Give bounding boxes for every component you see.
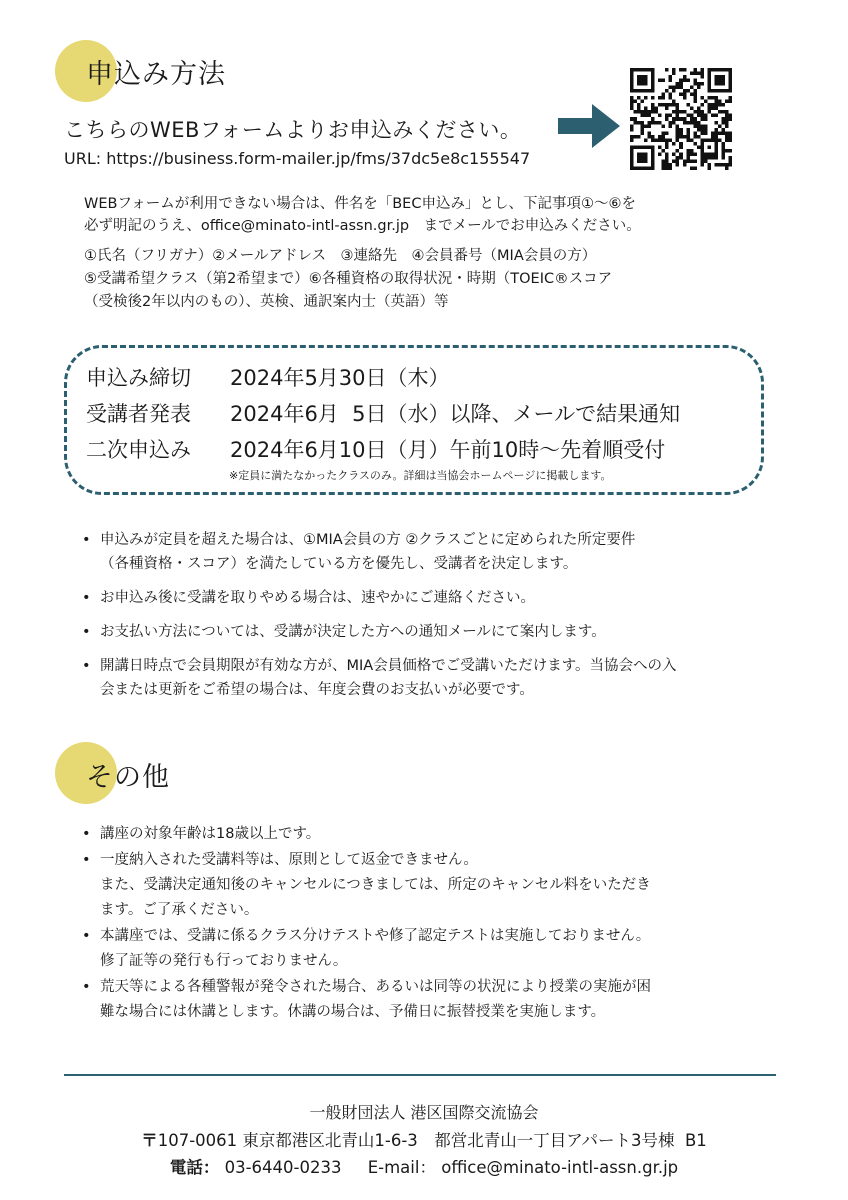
list-item [78, 924, 651, 974]
list-item-line: ます。ご了承ください。 [100, 902, 259, 918]
list-item [78, 528, 677, 576]
schedule-value: 2024年5月30日（木） [230, 366, 450, 390]
schedule-value: 2024年6月10日（月）午前10時～先着順受付 [230, 438, 666, 462]
schedule-row-deadline [86, 362, 450, 392]
list-item-line: 会または更新をご希望の場合は、年度会費のお支払いが必要です。 [100, 682, 534, 698]
list-item-line: • 開講日時点で会員期限が有効な方が、MIA会員価格でご受講いただけます。当協会への入 [100, 658, 677, 674]
schedule-row-announcement [86, 398, 680, 428]
list-item [78, 822, 651, 847]
apply-note-line-1: WEBフォームが利用できない場合は、件名を「BEC申込み」とし、下記事項①～⑥を [84, 196, 636, 212]
footer-divider [64, 1074, 776, 1076]
list-item-line: 難な場合には休講とします。休講の場合は、予備日に振替授業を実施します。 [100, 1004, 606, 1020]
required-items [84, 245, 612, 314]
list-item-line: また、受講決定通知後のキャンセルにつきましては、所定のキャンセル料をいただき [100, 877, 651, 893]
schedule-row-second-round [86, 434, 665, 464]
schedule-value: 2024年6月 5日（水）以降、メールで結果通知 [230, 402, 681, 426]
other-heading: その他 [86, 762, 170, 793]
footer-address-line [0, 1127, 848, 1151]
postal-mark: 〒 [141, 1131, 158, 1150]
schedule-label: 二次申込み [86, 438, 191, 462]
list-item-line: • 荒天等による各種警報が発令された場合、あるいは同等の状況により授業の実施が困 [100, 979, 651, 995]
list-item [78, 654, 677, 702]
list-item [78, 620, 677, 644]
list-item-line: • お支払い方法については、受講が決定した方への通知メールにて案内します。 [100, 624, 606, 640]
application-rules-list [78, 528, 677, 712]
footer-contact-line [0, 1154, 848, 1178]
apply-heading: 申込み方法 [86, 59, 226, 90]
schedule-label: 受講者発表 [86, 402, 191, 426]
footer-tel[interactable]: 03-6440-0233 [224, 1158, 342, 1177]
schedule-note: ※定員に満たなかったクラスのみ。詳細は当協会ホームページに掲載します。 [229, 469, 612, 482]
tel-label: 電話： [169, 1158, 220, 1177]
required-items-line: ①氏名（フリガナ）②メールアドレス ③連絡先 ④会員番号（MIA会員の方） [84, 248, 597, 264]
required-items-line: （受検後2年以内のもの）、英検、通訳案内士（英語）等 [84, 294, 449, 310]
other-notes-list [78, 822, 651, 1026]
list-item [78, 975, 651, 1025]
required-items-line: ⑤受講希望クラス（第2希望まで）⑥各種資格の取得状況・時期（TOEIC®スコア [84, 271, 613, 287]
list-item-line: 修了証等の発行も行っておりません。 [100, 953, 348, 969]
schedule-label: 申込み締切 [86, 366, 191, 390]
apply-lead-text: こちらのWEBフォームよりお申込みください。 [64, 118, 522, 142]
mail-label: E-mail： [367, 1158, 436, 1177]
list-item [78, 848, 651, 923]
list-item [78, 586, 677, 610]
apply-note-line-2: 必ず明記のうえ、office@minato-intl-assn.gr.jp までメールでお申込みください。 [84, 218, 641, 234]
apply-form-url[interactable]: URL: https://business.form-mailer.jp/fms/37dc5e8c155547 [64, 149, 531, 168]
right-arrow-icon [558, 104, 620, 148]
list-item-line: • 本講座では、受講に係るクラス分けテストや修了認定テストは実施しておりません。 [100, 928, 651, 944]
list-item-line: • 一度納入された受講料等は、原則として返金できません。 [100, 852, 478, 868]
footer-organization: 一般財団法人 港区国際交流協会 [309, 1103, 539, 1122]
list-item-line: • 申込みが定員を超えた場合は、①MIA会員の方 ②クラスごとに定められた所定要件 [100, 532, 636, 548]
list-item-line: • お申込み後に受講を取りやめる場合は、速やかにご連絡ください。 [100, 590, 535, 606]
list-item-line: （各種資格・スコア）を満たしている方を優先し、受講者を決定します。 [100, 556, 578, 572]
list-item-line: • 講座の対象年齢は18歳以上です。 [100, 826, 321, 842]
footer-email[interactable]: office@minato-intl-assn.gr.jp [441, 1158, 679, 1177]
footer-address: 107-0061 東京都港区北青山1-6-3 都営北青山一丁目アパート3号棟 B1 [157, 1131, 707, 1150]
qr-code[interactable] [630, 68, 732, 170]
